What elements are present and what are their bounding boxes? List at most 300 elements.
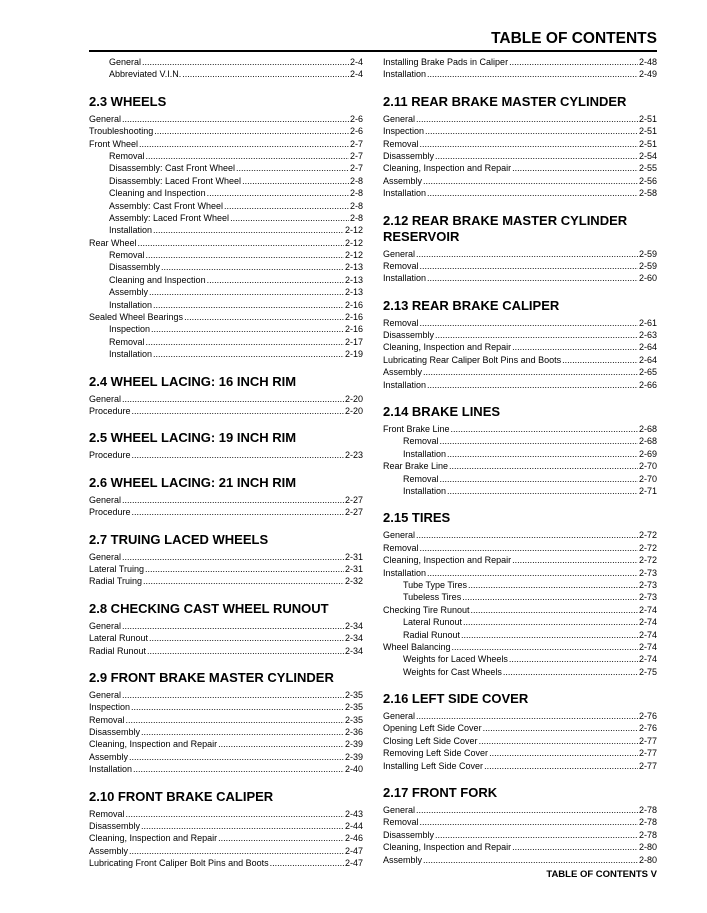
toc-entry[interactable] <box>89 56 363 68</box>
toc-entry-label: Removal <box>383 138 419 149</box>
toc-entry-page: 2-27 <box>344 507 363 518</box>
toc-entry[interactable] <box>89 261 363 273</box>
dot-leader <box>512 554 638 566</box>
toc-entry[interactable] <box>383 260 657 272</box>
toc-entry-label: Installation <box>403 485 447 496</box>
toc-entry[interactable] <box>89 393 363 405</box>
toc-entry[interactable] <box>89 113 363 125</box>
dot-leader <box>184 311 344 323</box>
dot-leader <box>242 175 349 187</box>
toc-entry[interactable] <box>383 542 657 554</box>
toc-entry-label: Removal <box>89 714 125 725</box>
dot-leader <box>435 829 638 841</box>
toc-entry-label: Cleaning, Inspection and Repair <box>383 163 512 174</box>
toc-entry[interactable] <box>89 808 363 820</box>
toc-entry-label: Lateral Truing <box>89 563 145 574</box>
toc-entry[interactable] <box>89 449 363 461</box>
toc-entry-page: 2-7 <box>349 138 363 149</box>
dot-leader <box>449 460 638 472</box>
toc-entry[interactable] <box>383 554 657 566</box>
dot-leader <box>462 591 638 603</box>
toc-entry-label: Weights for Cast Wheels <box>403 666 502 677</box>
toc-entry-page: 2-58 <box>638 188 657 199</box>
toc-entry-page: 2-36 <box>344 727 363 738</box>
toc-entry-label: Procedure <box>89 405 131 416</box>
toc-entry[interactable] <box>383 379 657 391</box>
toc-entry-label: Radial Runout <box>89 645 147 656</box>
toc-entry[interactable] <box>383 529 657 541</box>
toc-section-2-17-front-fork <box>383 785 657 866</box>
dot-leader <box>420 816 638 828</box>
toc-entry-label: Installation <box>383 273 427 284</box>
section-heading: 2.11 REAR BRAKE MASTER CYLINDER <box>383 93 627 109</box>
toc-entry-page: 2-70 <box>638 461 657 472</box>
header-rule <box>89 50 657 52</box>
toc-entry-label: General <box>89 689 122 700</box>
toc-entry[interactable] <box>89 249 363 261</box>
toc-entry[interactable] <box>383 272 657 284</box>
section-heading: 2.14 BRAKE LINES <box>383 404 501 420</box>
toc-entry[interactable] <box>383 579 657 591</box>
dot-leader <box>461 629 638 641</box>
dot-leader <box>420 260 638 272</box>
toc-entry[interactable] <box>89 150 363 162</box>
toc-entry-page: 2-49 <box>638 69 657 80</box>
toc-entry-label: General <box>89 551 122 562</box>
toc-entry[interactable] <box>89 701 363 713</box>
toc-entry-label: Lubricating Front Caliper Bolt Pins and Boots <box>89 858 269 869</box>
toc-entry[interactable] <box>383 829 657 841</box>
toc-entry-label: Installation <box>109 225 153 236</box>
toc-entry[interactable] <box>89 506 363 518</box>
page-title: TABLE OF CONTENTS <box>491 30 657 47</box>
dot-leader <box>153 299 344 311</box>
dot-leader <box>420 317 638 329</box>
toc-entry[interactable] <box>89 738 363 750</box>
toc-entry-label: Radial Runout <box>403 629 461 640</box>
toc-entry-page: 2-4 <box>349 57 363 67</box>
toc-entry-label: Disassembly: Laced Front Wheel <box>109 175 242 186</box>
toc-entry-page: 2-23 <box>344 450 363 461</box>
toc-entry[interactable] <box>383 629 657 641</box>
toc-entry-page: 2-74 <box>638 641 657 652</box>
toc-entry[interactable] <box>89 726 363 738</box>
toc-entry-label: Removal <box>403 473 439 484</box>
toc-entry[interactable] <box>89 237 363 249</box>
toc-entry-label: Removing Left Side Cover <box>383 748 489 759</box>
toc-entry-label: Cleaning, Inspection and Repair <box>383 555 512 566</box>
toc-entry-page: 2-6 <box>349 126 363 137</box>
toc-entry[interactable] <box>89 274 363 286</box>
toc-entry-page: 2-13 <box>344 287 363 298</box>
dot-leader <box>512 162 638 174</box>
toc-entry[interactable] <box>383 841 657 853</box>
toc-entry-label: Removal <box>383 317 419 328</box>
toc-entry-label: Disassembly <box>109 262 161 273</box>
toc-entry-label: Installation <box>383 69 427 80</box>
toc-entry-label: Cleaning, Inspection and Repair <box>89 833 218 844</box>
dot-leader <box>423 175 638 187</box>
toc-entry[interactable] <box>89 348 363 360</box>
dot-leader <box>420 138 638 150</box>
toc-entry[interactable] <box>383 138 657 150</box>
toc-entry[interactable] <box>89 832 363 844</box>
toc-entry-page: 2-80 <box>638 854 657 865</box>
toc-entry-label: Removal <box>403 436 439 447</box>
toc-entry[interactable] <box>89 689 363 701</box>
toc-entry[interactable] <box>89 494 363 506</box>
dot-leader <box>224 200 349 212</box>
toc-entry[interactable] <box>89 200 363 212</box>
toc-entry[interactable] <box>89 336 363 348</box>
dot-leader <box>435 150 638 162</box>
toc-entry[interactable] <box>383 317 657 329</box>
toc-entry-page: 2-68 <box>638 436 657 447</box>
toc-entry-page: 2-6 <box>349 113 363 124</box>
toc-entry-page: 2-54 <box>638 150 657 161</box>
dot-leader <box>122 689 344 701</box>
toc-entry-label: Opening Left Side Cover <box>383 723 482 734</box>
toc-entry[interactable] <box>383 341 657 353</box>
toc-entry-page: 2-8 <box>349 188 363 199</box>
toc-entry-label: Tube Type Tires <box>403 579 468 590</box>
toc-entry-label: Installation <box>403 448 447 459</box>
dot-leader <box>147 645 344 657</box>
dot-leader <box>146 150 349 162</box>
section-heading: 2.6 WHEEL LACING: 21 INCH RIM <box>89 474 297 490</box>
dot-leader <box>218 832 344 844</box>
toc-entry-page: 2-68 <box>638 424 657 435</box>
toc-entry-page: 2-8 <box>349 200 363 211</box>
dot-leader <box>423 366 638 378</box>
toc-entry-page: 2-73 <box>638 592 657 603</box>
toc-entry[interactable] <box>89 323 363 335</box>
toc-entry[interactable] <box>383 354 657 366</box>
dot-leader <box>139 138 349 150</box>
dot-leader <box>416 113 638 125</box>
toc-entry-page: 2-73 <box>638 579 657 590</box>
toc-entry-label: Disassembly <box>89 821 141 832</box>
toc-entry-page: 2-56 <box>638 175 657 186</box>
dot-leader <box>141 726 344 738</box>
toc-entry[interactable] <box>383 329 657 341</box>
toc-entry-page: 2-17 <box>344 336 363 347</box>
dot-leader <box>425 125 638 137</box>
toc-entry[interactable] <box>89 575 363 587</box>
toc-entry[interactable] <box>89 212 363 224</box>
toc-entry[interactable] <box>383 816 657 828</box>
dot-leader <box>142 56 349 68</box>
section-heading: 2.16 LEFT SIDE COVER <box>383 691 529 707</box>
toc-section-2-9-front-brake-master-cylinder <box>89 670 363 776</box>
dot-leader <box>131 701 344 713</box>
toc-entry[interactable] <box>383 760 657 772</box>
toc-entry-label: Closing Left Side Cover <box>383 735 478 746</box>
toc-section-2-15-tires <box>383 510 657 678</box>
toc-entry[interactable] <box>383 747 657 759</box>
toc-entry[interactable] <box>89 175 363 187</box>
toc-entry-label: General <box>89 393 122 404</box>
toc-entry-label: Assembly <box>383 175 423 186</box>
dot-leader <box>151 323 344 335</box>
dot-leader <box>207 187 349 199</box>
dot-leader <box>416 248 638 260</box>
toc-entry[interactable] <box>383 435 657 447</box>
toc-entry-page: 2-76 <box>638 723 657 734</box>
toc-entry-page: 2-34 <box>344 620 363 631</box>
dot-leader <box>126 808 344 820</box>
toc-entry-label: Assembly <box>89 751 129 762</box>
toc-entry-page: 2-51 <box>638 126 657 137</box>
toc-entry[interactable] <box>383 56 657 68</box>
toc-entry[interactable] <box>383 666 657 678</box>
toc-entry-page: 2-80 <box>638 842 657 853</box>
toc-entry[interactable] <box>383 854 657 866</box>
toc-entry-page: 2-78 <box>638 829 657 840</box>
dot-leader <box>423 854 638 866</box>
dot-leader <box>146 336 344 348</box>
toc-section-continued <box>89 56 363 81</box>
toc-entry[interactable] <box>383 162 657 174</box>
toc-entry-page: 2-60 <box>638 273 657 284</box>
toc-entry[interactable] <box>383 735 657 747</box>
toc-entry[interactable] <box>383 641 657 653</box>
dot-leader <box>468 579 638 591</box>
toc-entry-label: Removal <box>383 542 419 553</box>
toc-entry[interactable] <box>383 448 657 460</box>
toc-entry[interactable] <box>89 845 363 857</box>
toc-entry-page: 2-74 <box>638 617 657 628</box>
toc-entry[interactable] <box>89 714 363 726</box>
toc-entry[interactable] <box>89 311 363 323</box>
dot-leader <box>435 329 638 341</box>
dot-leader <box>149 632 344 644</box>
toc-entry-page: 2-55 <box>638 163 657 174</box>
toc-entry[interactable] <box>89 751 363 763</box>
toc-entry[interactable] <box>383 567 657 579</box>
dot-leader <box>132 405 344 417</box>
toc-entry[interactable] <box>383 473 657 485</box>
dot-leader <box>182 68 349 80</box>
toc-entry-label: General <box>89 494 122 505</box>
dot-leader <box>154 125 349 137</box>
toc-entry-label: Installing Brake Pads in Caliper <box>383 57 509 67</box>
toc-entry-label: Lubricating Rear Caliper Bolt Pins and Boots <box>383 354 562 365</box>
toc-entry-page: 2-61 <box>638 317 657 328</box>
dot-leader <box>427 272 638 284</box>
dot-leader <box>427 379 638 391</box>
toc-entry-label: General <box>383 711 416 722</box>
toc-entry-label: General <box>109 57 142 67</box>
toc-entry-page: 2-12 <box>344 225 363 236</box>
toc-entry-label: General <box>383 248 416 259</box>
toc-entry[interactable] <box>383 187 657 199</box>
toc-entry[interactable] <box>383 653 657 665</box>
toc-entry[interactable] <box>383 591 657 603</box>
toc-entry-label: Lateral Runout <box>403 617 463 628</box>
toc-entry-page: 2-39 <box>344 751 363 762</box>
toc-entry-label: Removal <box>89 808 125 819</box>
toc-entry-page: 2-47 <box>344 845 363 856</box>
toc-entry[interactable] <box>89 632 363 644</box>
dot-leader <box>483 722 638 734</box>
toc-entry-label: Rear Wheel <box>89 237 137 248</box>
dot-leader <box>471 604 638 616</box>
toc-entry-page: 2-64 <box>638 342 657 353</box>
dot-leader <box>138 237 344 249</box>
toc-section-2-5-wheel-lacing-19-inch-rim <box>89 430 363 461</box>
toc-entry[interactable] <box>89 763 363 775</box>
toc-entry-label: Front Wheel <box>89 138 139 149</box>
toc-entry-page: 2-71 <box>638 485 657 496</box>
toc-entry-page: 2-78 <box>638 805 657 816</box>
toc-entry-label: Removal <box>109 250 145 261</box>
toc-entry[interactable] <box>383 113 657 125</box>
toc-entry-label: Installation <box>89 764 133 775</box>
toc-entry-page: 2-77 <box>638 760 657 771</box>
toc-entry-page: 2-75 <box>638 666 657 677</box>
toc-entry-page: 2-20 <box>344 405 363 416</box>
dot-leader <box>420 542 638 554</box>
toc-entry-label: Disassembly <box>383 330 435 341</box>
dot-leader <box>132 506 344 518</box>
toc-entry[interactable] <box>89 820 363 832</box>
toc-entry-page: 2-4 <box>349 69 363 80</box>
toc-entry-page: 2-59 <box>638 248 657 259</box>
dot-leader <box>463 616 638 628</box>
toc-entry[interactable] <box>89 224 363 236</box>
dot-leader <box>122 551 344 563</box>
toc-entry[interactable] <box>383 722 657 734</box>
toc-entry-label: Procedure <box>89 507 131 518</box>
dot-leader <box>146 249 344 261</box>
toc-entry-page: 2-51 <box>638 113 657 124</box>
toc-entry-page: 2-16 <box>344 324 363 335</box>
dot-leader <box>447 448 638 460</box>
toc-entry[interactable] <box>383 366 657 378</box>
toc-entry-page: 2-78 <box>638 817 657 828</box>
toc-entry-page: 2-51 <box>638 138 657 149</box>
section-heading: 2.5 WHEEL LACING: 19 INCH RIM <box>89 430 297 446</box>
toc-entry[interactable] <box>89 138 363 150</box>
toc-entry-page: 2-76 <box>638 711 657 722</box>
toc-entry-page: 2-31 <box>344 551 363 562</box>
toc-entry[interactable] <box>383 804 657 816</box>
dot-leader <box>503 666 638 678</box>
toc-entry-label: General <box>383 113 416 124</box>
dot-leader <box>153 224 344 236</box>
toc-entry-label: Assembly: Laced Front Wheel <box>109 212 230 223</box>
toc-section-2-11-rear-brake-master-cylinder <box>383 94 657 200</box>
dot-leader <box>479 735 638 747</box>
toc-entry[interactable] <box>89 857 363 869</box>
toc-entry-page: 2-16 <box>344 299 363 310</box>
section-heading: 2.15 TIRES <box>383 510 451 526</box>
toc-entry-page: 2-64 <box>638 354 657 365</box>
toc-entry[interactable] <box>383 423 657 435</box>
toc-section-2-12-rear-brake-master-cylinder-reservoir <box>383 213 657 285</box>
toc-entry[interactable] <box>383 125 657 137</box>
toc-entry[interactable] <box>383 68 657 80</box>
section-heading: 2.17 FRONT FORK <box>383 785 498 801</box>
toc-entry-page: 2-46 <box>344 833 363 844</box>
dot-leader <box>427 567 638 579</box>
toc-entry-label: Disassembly <box>383 150 435 161</box>
toc-section-2-6-wheel-lacing-21-inch-rim <box>89 475 363 519</box>
toc-entry[interactable] <box>89 162 363 174</box>
toc-entry-page: 2-74 <box>638 654 657 665</box>
toc-entry[interactable] <box>383 710 657 722</box>
page-footer: TABLE OF CONTENTS V <box>546 869 657 880</box>
toc-entry[interactable] <box>383 485 657 497</box>
toc-entry-page: 2-72 <box>638 530 657 541</box>
toc-entry[interactable] <box>89 125 363 137</box>
toc-entry[interactable] <box>89 187 363 199</box>
dot-leader <box>452 641 638 653</box>
toc-entry-page: 2-72 <box>638 555 657 566</box>
toc-entry[interactable] <box>383 604 657 616</box>
toc-entry-page: 2-47 <box>344 858 363 869</box>
toc-entry-page: 2-34 <box>344 633 363 644</box>
dot-leader <box>145 563 344 575</box>
dot-leader <box>562 354 638 366</box>
toc-entry[interactable] <box>383 248 657 260</box>
toc-entry[interactable] <box>89 620 363 632</box>
dot-leader <box>512 341 638 353</box>
toc-entry[interactable] <box>89 299 363 311</box>
toc-entry[interactable] <box>89 551 363 563</box>
toc-entry-label: Installation <box>383 188 427 199</box>
toc-entry[interactable] <box>383 616 657 628</box>
section-heading: 2.12 REAR BRAKE MASTER CYLINDER RESERVOIR <box>383 212 628 244</box>
toc-entry-label: Lateral Runout <box>89 633 149 644</box>
toc-entry-page: 2-7 <box>349 150 363 161</box>
toc-entry-page: 2-8 <box>349 212 363 223</box>
dot-leader <box>129 751 344 763</box>
toc-entry[interactable] <box>383 460 657 472</box>
toc-entry-label: General <box>383 805 416 816</box>
dot-leader <box>270 857 344 869</box>
toc-entry-label: Checking Tire Runout <box>383 604 470 615</box>
toc-entry[interactable] <box>89 286 363 298</box>
toc-entry[interactable] <box>383 175 657 187</box>
toc-entry-page: 2-39 <box>344 739 363 750</box>
toc-entry-page: 2-13 <box>344 274 363 285</box>
toc-section-2-13-rear-brake-caliper <box>383 298 657 391</box>
toc-entry-label: Inspection <box>383 126 425 137</box>
toc-entry-label: Sealed Wheel Bearings <box>89 312 184 323</box>
toc-entry[interactable] <box>89 563 363 575</box>
toc-entry-label: Inspection <box>89 702 131 713</box>
toc-section-2-8-checking-cast-wheel-runout <box>89 601 363 657</box>
dot-leader <box>416 804 638 816</box>
toc-entry-label: Abbreviated V.I.N. <box>109 69 182 80</box>
toc-entry-page: 2-35 <box>344 689 363 700</box>
toc-entry-label: Wheel Balancing <box>383 641 451 652</box>
toc-entry-page: 2-72 <box>638 542 657 553</box>
toc-entry[interactable] <box>89 645 363 657</box>
toc-entry[interactable] <box>383 150 657 162</box>
dot-leader <box>133 763 344 775</box>
toc-entry-page: 2-48 <box>638 57 657 67</box>
toc-entry[interactable] <box>89 405 363 417</box>
toc-entry[interactable] <box>89 68 363 80</box>
toc-entry-page: 2-59 <box>638 260 657 271</box>
dot-leader <box>129 845 344 857</box>
dot-leader <box>143 575 344 587</box>
toc-section-2-4-wheel-lacing-16-inch-rim <box>89 374 363 418</box>
dot-leader <box>489 747 638 759</box>
